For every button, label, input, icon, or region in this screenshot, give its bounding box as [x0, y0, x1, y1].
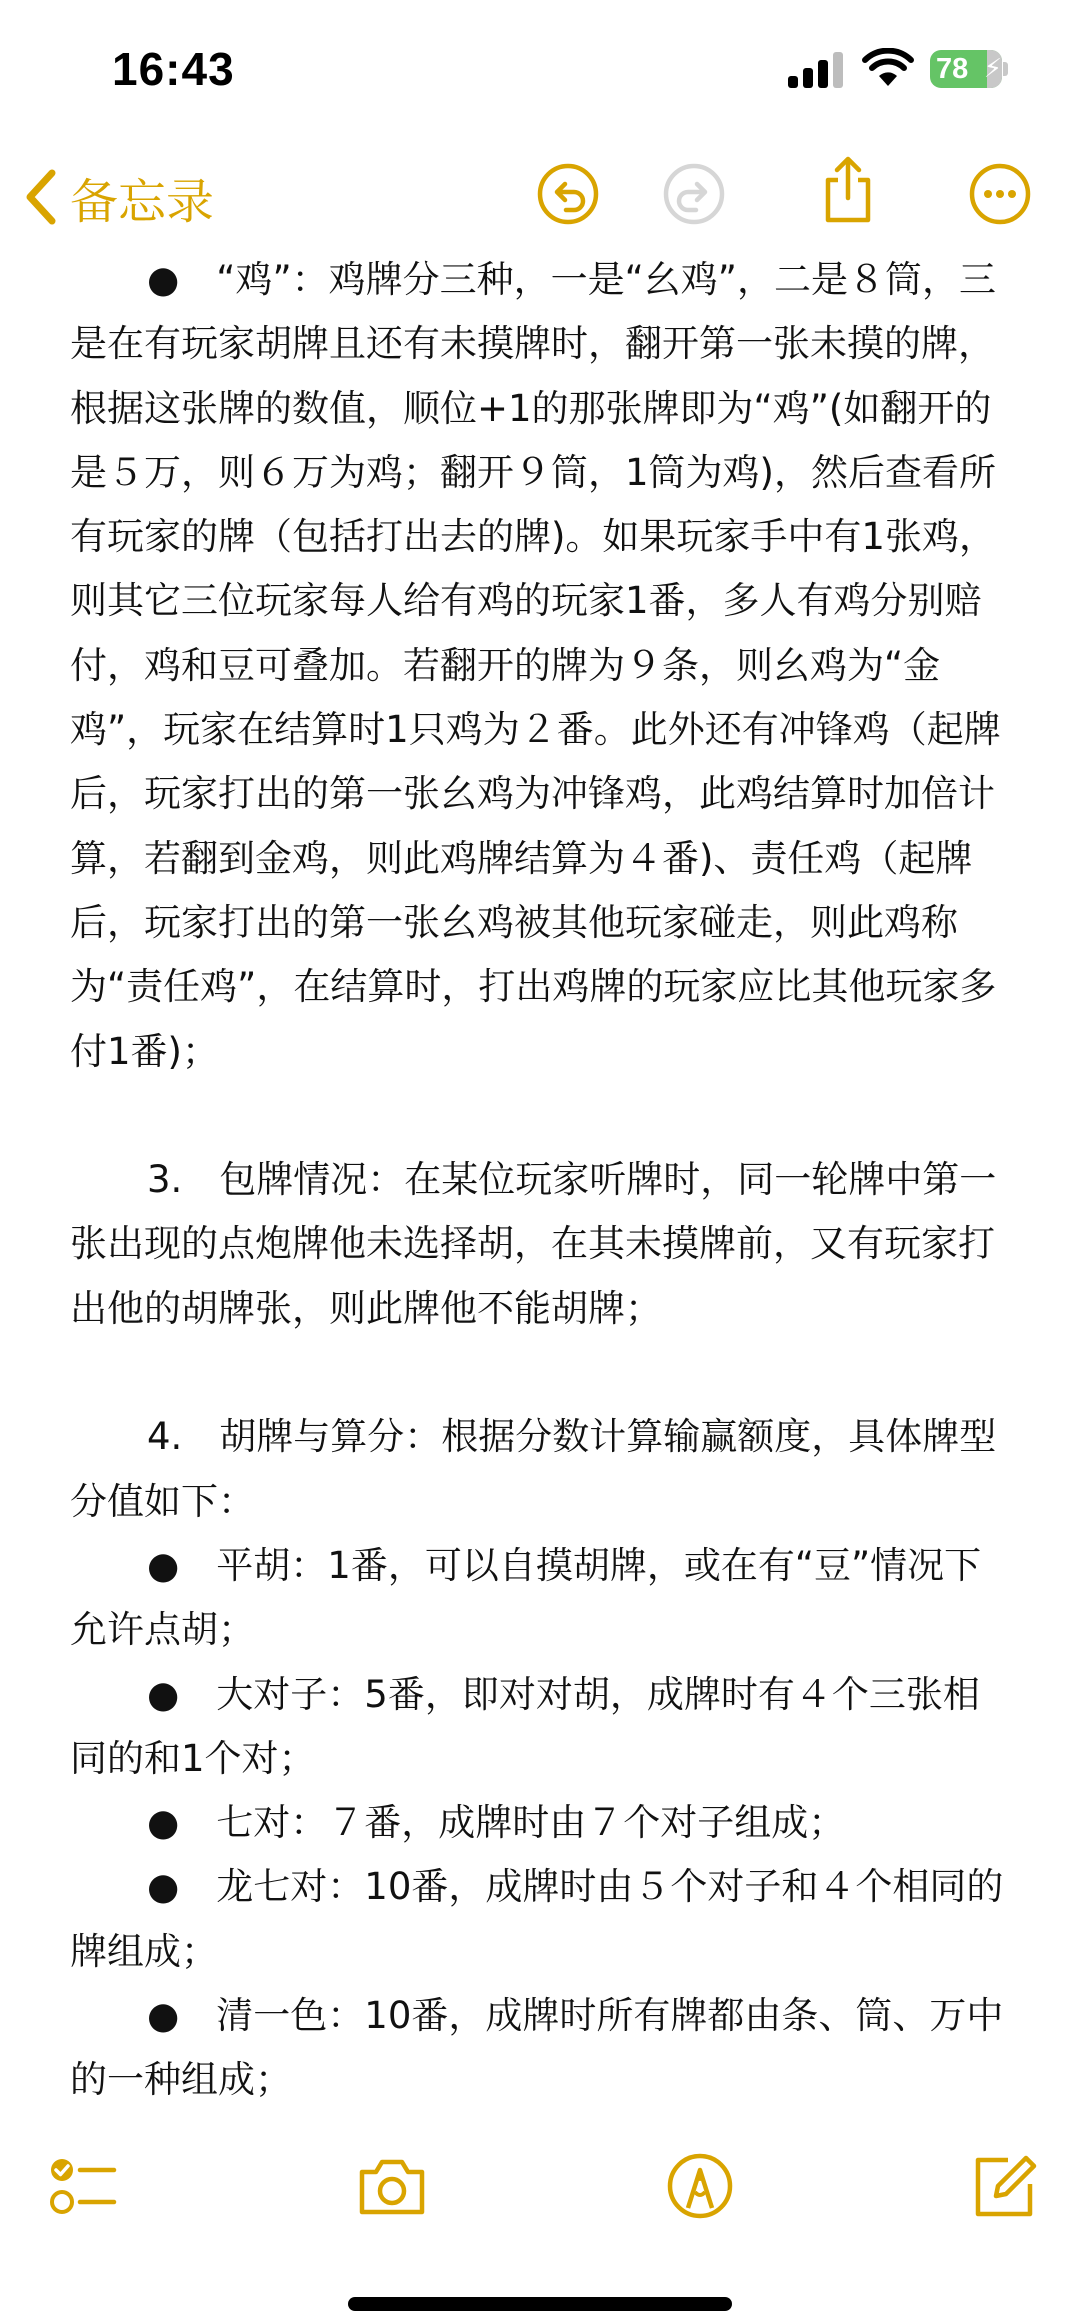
note-paragraph: ● “鸡”：鸡牌分三种，一是“幺鸡”，二是８筒，三是在有玩家胡牌且还有未摸牌时，翻开第一张未摸的牌，根据这张牌的数值，顺位+1的那张牌即为“鸡”(如翻开的是５万，则６万为鸡；翻开９筒，1筒为鸡)，然后查看所有玩家的牌（包括打出去的牌)。如果玩家手中有1张鸡，则其它三位玩家每人给有鸡的玩家1番，多人有鸡分别赔付，鸡和豆可叠加。若翻开的牌为９条，则幺鸡为“金鸡”，玩家在结算时1只鸡为２番。此外还有冲锋鸡（起牌后，玩家打出的第一张幺鸡为冲锋鸡，此鸡结算时加倍计算，若翻到金鸡，则此鸡牌结算为４番)、责任鸡（起牌后，玩家打出的第一张幺鸡被其他玩家碰走，则此鸡称为“责任鸡”，在结算时，打出鸡牌的玩家应比其他玩家多付1番)； — [70, 258, 1001, 1073]
checklist-icon[interactable] — [46, 2150, 118, 2222]
back-label: 备忘录 — [70, 173, 215, 230]
share-icon[interactable] — [816, 154, 880, 226]
note-paragraph: 4. 胡牌与算分：根据分数计算输赢额度，具体牌型分值如下： — [70, 1415, 997, 1523]
battery-percentage: 78 — [936, 53, 969, 85]
more-icon[interactable] — [968, 162, 1032, 226]
note-blank-line — [70, 1084, 1010, 1148]
status-bar — [0, 0, 1080, 140]
camera-icon[interactable] — [356, 2150, 428, 2222]
note-bullet-item: ● 龙七对：10番，成牌时由５个对子和４个相同的牌组成； — [70, 1865, 1004, 1973]
navigation-bar — [0, 150, 1080, 240]
note-bullet-item: ● 清一色：10番，成牌时所有牌都由条、筒、万中的一种组成； — [70, 1994, 1004, 2102]
battery-cap — [1003, 62, 1008, 76]
cellular-signal-icon — [788, 52, 844, 88]
compose-icon[interactable] — [968, 2150, 1040, 2222]
status-time: 16:43 — [112, 43, 235, 95]
chevron-left-icon — [22, 167, 58, 227]
back-button[interactable] — [22, 162, 214, 232]
note-body[interactable] — [70, 248, 1010, 2113]
note-paragraph: 3. 包牌情况：在某位玩家听牌时，同一轮牌中第一张出现的点炮牌他未选择胡，在其未摸牌前，又有玩家打出他的胡牌张，则此牌他不能胡牌； — [70, 1158, 997, 1330]
battery-icon — [930, 50, 1002, 88]
markup-icon[interactable] — [664, 2150, 736, 2222]
home-indicator — [348, 2297, 732, 2311]
undo-icon[interactable] — [536, 162, 600, 226]
note-blank-line — [70, 1341, 1010, 1405]
redo-icon[interactable] — [662, 162, 726, 226]
bottom-toolbar — [0, 2140, 1080, 2230]
note-bullet-item: ● 七对：７番，成牌时由７个对子组成； — [147, 1801, 846, 1845]
note-bullet-item: ● 平胡：1番，可以自摸胡牌，或在有“豆”情况下允许点胡； — [70, 1543, 982, 1652]
charging-bolt-icon: ⚡ — [983, 54, 1002, 84]
wifi-icon — [862, 48, 914, 88]
note-bullet-item: ● 大对子：5番，即对对胡，成牌时有４个三张相同的和1个对； — [70, 1672, 980, 1780]
